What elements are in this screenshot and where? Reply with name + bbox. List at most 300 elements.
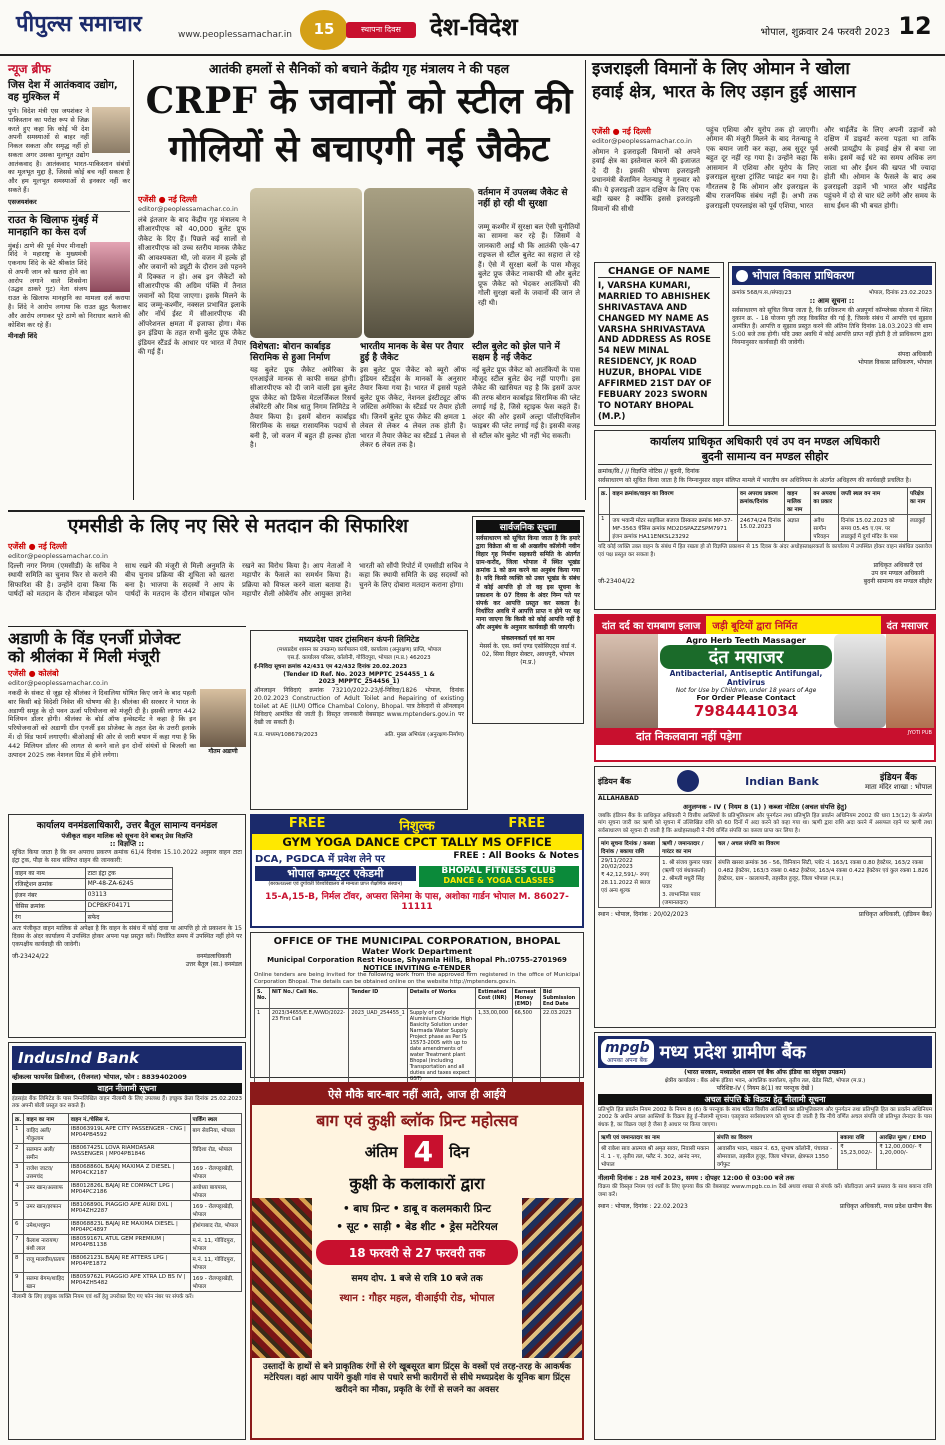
table-cell: म.नं. 11, गोविंदपुरा, भोपाल [190,1253,241,1272]
table-row [599,857,932,908]
indian-bank-body: जबकि इंडियन बैंक के प्राधिकृत अधिकारी ने वित्तीय आस्तियों के प्रतिभूतिकरण और पुनर्गठन तथा प्रतिभूति हित प्रवर्तन अधिनियम 2002 की धारा 13(12) के अंतर्गत मांग सूचना जारी कर ऋणी को सूचना में उल्लिखित राशि को 60 दिनों में अदा करने को कहा गया था। ऋणी द्वारा राशि अदा करने में असफल रहने पर ऋणी तथा सर्वसाधारण को सूचना दी जाती है कि अधोहस्ताक्षरी ने नीचे वर्णित संपत्ति का कब्जा प्राप्त कर लिया है। [598,813,932,834]
table-cell: MP-48-ZA-6245 [85,879,172,890]
table-cell: श्री राकेश साव आत्मज श्री अमृत सावर, निवासी मकान नं. 1 - ए, तृतीय तल, फ्लैट नं. 302, आनंद नगर, भोपाल [599,1143,715,1170]
table-cell: 2 [13,1143,24,1162]
jacket-photo-2 [364,188,474,338]
table-cell: सलमा बेगम/शाहिद खान [24,1272,68,1291]
divider [8,510,585,512]
free-word-1: FREE [288,816,326,831]
bda-sign: संपदा अधिकारी भोपाल विकास प्राधिकरण, भोपाल [858,351,932,367]
mpgb-annex: परिशिष्ट-IV ( नियम 8(1) का परन्तुक देखें ) [716,1085,814,1092]
dant-claims: Antibacterial, Antiseptic Antifungal, Antivirus [669,669,823,687]
dant-bottom: दांत निकलवाना नहीं पड़ेगा [636,730,742,743]
muni-nit: NOTICE INVITING e-TENDER [363,964,471,972]
dant-masajar-ad [594,614,936,762]
budni-note: यदि कोई व्यक्ति उक्त वाहन के संबंध में हित रखता हो तो विज्ञप्ति प्रकाशन से 15 दिवस के अंदर अधोहस्ताक्षरकर्ता के कार्यालय में उपस्थित होकर वाहन संबंधित दस्तावेज एवं पक्ष प्रस्तुत कर सकता है। [598,544,932,558]
table-header-cell: क्र. [13,1113,24,1124]
mppt-body: ऑनलाइन निविदाएं क्रमांक 73210/2022-23/ई-निविदा/1826 भोपाल, दिनांक 20.02.2023 Construction of Adult Toilet and Repairing of existing toilet at AE (ILM) Office Chambal Colony, Bhopal. पात्र ठेकेदारों से ऑनलाइन निविदाएं आमंत्रित की जाती हैं। विस्तृत जानकारी वेबसाइट www.mptenders.gov.in पर देखी जा सकती है। [254,687,464,727]
betul-code: जी-23424/22 [12,953,49,961]
table-cell: 22.03.2023 [540,1008,579,1083]
table-cell: ₹ 15,23,002/- [838,1143,877,1170]
table-cell: Supply of poly Aluminium Chloride High Basicity Solution under Narmada Water Supply Project phase as Per IS 15573-2005 with up to date amendments of water Treatment plant Bhopal (including Transportation and all duties and taxes expect GST) [407,1008,475,1083]
mpgb-auction: नीलामी दिनांक : 28 मार्च 2023, समय : दोपहर 12:00 से 03:00 बजे तक [598,1174,795,1183]
table-header-cell: मांग सूचना दिनांक / कब्जा दिनांक / बकाया राशि [599,838,660,857]
betul-sign: वनमंडलाधिकारी उत्तर बैतूल (सा.) वनमंडल [185,953,242,969]
product-jar [834,634,886,728]
table-cell: 2023_UAD_254455_1 [349,1008,407,1083]
table-row [13,1200,242,1219]
table-cell: सफेद [85,912,172,923]
municipal-tender [250,932,584,1082]
budni-title-2: बुदनी सामान्य वन मण्डल सीहोर [598,449,932,465]
anniversary-label: स्थापना दिवस [346,22,416,38]
table-header-cell: पार्किंग स्थल [190,1113,241,1124]
table-header-cell: वाहन का नाम [24,1113,68,1124]
dant-brand: दंत मसाजर [660,645,832,669]
page-number: 12 [898,12,932,40]
table-header-cell: Earnest Money (EMD) [512,987,540,1008]
table-cell: टाटा इंट्रा ट्रक [85,868,172,879]
mpgb-logo: mpgb [605,1040,650,1056]
table-header-cell: वाहन नं./चेसिस नं. [68,1113,190,1124]
table-cell: राजू मालवीय/प्रताप [24,1253,68,1272]
table-cell: ₹ 12,00,000/- ₹ 1,20,000/- [877,1143,932,1170]
bagh-dates: 18 फरवरी से 27 फरवरी तक [316,1240,518,1265]
table-cell: वाहिद अली/गोकुलाम [24,1124,68,1143]
bda-ref: क्रमांक 568/प.स./संपदा/23 [732,290,792,296]
crpf-col3-body: नई बुलेट प्रूफ जैकेट को आतंकियों के पास मौजूद स्टील बुलेट छेद नहीं पाएगी। इस जैकेट की खासियत यह है कि इसमें ऊपर की तरफ बोरान कार्बाइड सिरामिक की प्लेट लगाई गई है, जिसे स्ट्राइक फेस कहते हैं। अंदर की ओर इसमें अल्ट्रा पॉलीएथिलीन फाइबर की प्लेट लगाई गई है। इसकी वजह से स्टील कोर बुलेट भी नहीं भेद सकती। [472,365,580,440]
table-header-cell: वन अपराध प्रकरण क्रमांक/दिनांक [737,488,784,515]
change-of-name-title: CHANGE OF NAME [598,266,720,278]
bda-date: भोपाल, दिनांक 23.02.2023 [868,290,932,296]
table-header-cell: ऋणी / जमानतदार / गारंटर का नाम [660,838,716,857]
crpf-body: लंबे इंतजार के बाद केंद्रीय गृह मंत्रालय ने सीआरपीएफ को 40,000 बुलेट प्रूफ जैकेट के दिए हैं। पिछले कई सालों से सीआरपीएफ को उच्च स्तरीय मानक जैकेट की आवश्यकता थी, जो वजन में हल्के हों और जवानों को ड्यूटी के दौरान उसे पहनने में दिक्कत न हो। अब इन जैकेटों को सीआरपीएफ की अग्रिम पंक्ति में तैनात जवानों को दिया जाएगा। इसके मिलने के बाद जम्मू-कश्मीर, नक्सल प्रभावित इलाके और नॉर्थ ईस्ट में सीआरपीएफ की ऑपरेशनल क्षमता में इजाफा होगा। मेक इन इंडिया के तहत सभी बुलेट प्रूफ जैकेट इंडियन स्टैंडर्ड के आधार पर भारत में तैयार की गई हैं। [138,216,246,357]
table-header-cell: बकाया राशि [838,1132,877,1143]
table-cell: 1 [13,1124,24,1143]
table-cell: 66,500 [512,1008,540,1083]
table-cell: 24674/24 दिनांक 15.02.2023 [737,515,784,542]
table-cell: IB8068860L BAJAJ MAXIMA Z DIESEL | MP04CK2187 [68,1162,190,1181]
budni-sign: प्राधिकृत अधिकारी एवं उप वन मण्डल अधिकारी बुदनी सामान्य वन मण्डल सीहोर [863,561,932,585]
table-row [13,912,173,923]
elder-photo [596,634,658,728]
dant-brand-top: दंत मसाजर [886,621,928,632]
change-of-name-ad [594,262,724,426]
table-cell: वाहन का नाम [13,868,86,879]
table-header-cell: वाहन मालिक का नाम [784,488,810,515]
bagh-print-ad [250,1082,584,1440]
table-cell: 8 [13,1253,24,1272]
bagh-badge-pre: अंतिम [364,1142,398,1161]
news-brief [8,60,130,500]
table-cell: 7 [13,1234,24,1253]
bagh-title: बाग एवं कुक्षी ब्लॉक प्रिन्ट महोत्सव [316,1111,518,1130]
table-header-cell: NIT No./ Call No. [269,987,348,1008]
table-cell: 3 [13,1162,24,1181]
crpf-side-title: वर्तमान में उपलब्ध जैकेट से नहीं हो रही थी सुरक्षा [478,188,568,209]
table-row [13,1143,242,1162]
meenakshi-photo [90,242,130,292]
table-cell: उमर खान/अल्ताफ [24,1181,68,1200]
divider [585,60,586,500]
table-header-cell: क्र. [599,488,610,515]
table-header-cell: आरक्षित मूल्य / EMD [877,1132,932,1143]
crpf-col3-title: स्टील बुलेट को झेल पाने में सक्षम है नई जैकेट [472,342,560,363]
masthead-logo[interactable]: पीपुल्स समाचार [16,11,142,37]
bagh-badge-num: 4 [404,1135,443,1168]
academy-sub: (बरकतउल्ला एवं दुर्गावती विश्वविद्यालय से मान्यता प्राप्त शैक्षणिक संस्थान) [268,881,403,887]
dant-phone[interactable]: 7984441034 [693,702,799,720]
mppt-meta: ई-निविदा सूचना क्रमांक 42/431 एम 42/432 दिनांक 20.02.2023 [254,664,407,670]
table-header-cell: चल / अचल संपत्ति का विवरण [715,838,931,857]
table-cell: IB8059167L ATUL GEM PREMIUM | MP04PB1138 [68,1234,190,1253]
table-header-cell: वन अपराध का प्रकार [811,488,839,515]
mpgb-place: स्थान : भोपाल, दिनांक : 22.02.2023 [598,1203,688,1211]
mpgb-notice [594,1032,936,1440]
table-cell: लाडकुई [907,515,931,542]
table-cell: IB8063919L APE CITY PASSENGER - CNG | MP04PB4592 [68,1124,190,1143]
free-line-2b: FREE : All Books & Notes [453,851,579,861]
academy-address: 15-A,15-B, निर्मल टॉवर, अप्सरा सिनेमा के पास, अशोका गार्डन भोपाल M. 86027-11111 [265,892,569,912]
muni-intro: Online tenders are being invited for the following work from the approved firm registered in the office of Municipal Corporation Bhopal. The details can be obtained online on the website http://mptenders.gov.in. [254,972,580,986]
table-cell: 1 [599,515,610,542]
bagh-badge-post: दिन [449,1142,470,1161]
indian-bank-tag: ALLAHABAD [598,795,639,802]
adani-photo [200,689,246,747]
table-cell: IB8059762L PIAGGIO APE XTRA LD BS IV | MP04ZH5482 [68,1272,190,1291]
bagh-items-1: • बाघ प्रिन्ट • डाबू व कलमकारी प्रिन्ट [343,1203,491,1215]
table-cell: संपत्ति खसरा क्रमांक 36 - 56, विनियान सिटी, प्लॉट नं. 163/1 रकबा 0.80 हेक्टेयर, 163/2 रकबा 0.482 हेक्टेयर, 163/3 रकबा 0.482 हेक्टेयर, 163/4 रकबा 0.422 हेक्टेयर एवं कुल रकबा 1.826 हेक्टेयर, ग्राम - कालापानी, तहसील हुजूर, जिला भोपाल (म.प्र.) [715,857,931,908]
masthead [0,0,945,56]
indusind-auction [8,1042,246,1440]
news-brief-heading: न्यूज ब्रीफ [8,62,51,76]
budni-title-1: कार्यालय प्राधिकृत अधिकारी एवं उप वन मण्डल अधिकारी [650,435,880,448]
table-cell: राजेश जाटव/उत्तमचंद [24,1162,68,1181]
indusind-table [12,1113,242,1292]
oman-headline-1[interactable]: इजराइली विमानों के लिए ओमान ने खोला [592,59,850,79]
club-name: BHOPAL FITNESS CLUB [441,866,557,876]
table-row [13,890,173,901]
club-sub: DANCE & YOGA CLASSES [443,876,555,885]
table-cell: जय भवानी मोटर साइकिल बजाज डिस्कवर क्रमांक MP-37-MF-3563 चेसिस क्रमांक MD2DSPAZZSPM7971 इंजन क्रमांक HA11ENKSL23292 [610,515,738,542]
mpgb-name: मध्य प्रदेश ग्रामीण बैंक [659,1042,806,1063]
indian-bank-hindi-2: इंडियन बैंक [879,773,917,783]
table-row [255,1008,580,1083]
table-cell: IB8067425L LOVA RIAMDASAR PASSENGER | MP04PB1846 [68,1143,190,1162]
table-cell: इंजन नंबर [13,890,86,901]
mppt-addr: एस.ई. कार्यालय परिसर, कॉलोनी, गोविंदपुरा, भोपाल (म.प्र.) 462023 [287,655,431,661]
budni-ref: क्रमांक/वि./ // विज्ञप्ति नोटिस // बुदनी, दिनांक [598,468,700,475]
table-cell: IB8068823L BAJAJ RE MAXIMA DIESEL | MP04PC4897 [68,1219,190,1234]
table-row [13,868,173,879]
table-cell: IB8106890L PIAGGIO APE AURI DXL | MP04ZH2287 [68,1200,190,1219]
adani-headline-2[interactable]: को श्रीलंका में मिली मंजूरी [8,646,160,666]
dant-credit: JYOTI PUB [907,730,932,736]
mpgb-terms: विक्रय की विस्तृत नियम एवं शर्तों के लिए कृपया बैंक की वेबसाइट www.mpgb.co.in देखें अथवा शाखा से संपर्क करें। बोलीदाता अपने प्रस्ताव के साथ बयाना राशि जमा करें। [598,1184,932,1198]
table-cell: कैलाश नारायण/बंशी लाल [24,1234,68,1253]
table-row [599,515,932,542]
mpgb-sign: प्राधिकृत अधिकारी, मध्य प्रदेश ग्रामीण बैंक [839,1203,932,1211]
table-cell: 9 [13,1272,24,1291]
mpgb-sub1: (भारत सरकार, मध्यप्रदेश शासन एवं बैंक ऑफ इंडिया का संयुक्त उपक्रम) [684,1069,846,1076]
computer-academy-ad [250,814,584,928]
mppt-sub: (मध्यप्रदेश शासन का उपक्रम) कार्यपालन यंत्री, कार्यालय (अनुरक्षण) प्राप्ति, भोपाल [276,647,442,653]
table-header-cell: जप्ती स्थल वन नाम [838,488,907,515]
brief-caption-2: मीनाक्षी शिंदे [8,332,38,341]
crpf-headline-2[interactable]: गोलियों से बचाएगी नई जैकेट [168,128,550,170]
table-header-cell: Tender ID [349,987,407,1008]
budni-notice [594,430,936,610]
free-line-1: GYM YOGA DANCE CPCT TALLY MS OFFICE [252,834,582,850]
academy-name: भोपाल कम्प्यूटर एकेडमी [255,866,416,881]
bagh-time: समय दोप. 1 बजे से रात्रि 10 बजे तक [351,1274,483,1284]
dant-warn: Not for Use by Children, under 18 years of Age [675,687,817,694]
table-header-cell: ऋणी एवं जमानतदार का नाम [599,1132,715,1143]
table-cell: अज्ञात [784,515,810,542]
public-notice-body: सर्वसाधारण को सूचित किया जाता है कि हमारे द्वारा विक्रेता श्री वा श्री अखलीय कॉलोनी नवीन विहार गृह निर्माण सहकारी समिति के अंतर्गत ग्राम-करोंद, जिला भोपाल में स्थित भूखंड क्रमांक 1 को क्रय करने का अनुबंध किया गया है। यदि किसी व्यक्ति को उक्त भूखंड के संबंध में कोई आपत्ति हो तो वह इस सूचना के प्रकाशन के 07 दिवस के अंदर निम्न पते पर संपर्क कर आपत्ति प्रस्तुत कर सकता है। निर्धारित अवधि में आपत्ति प्राप्त न होने पर यह माना जाएगा कि किसी को कोई आपत्ति नहीं है और अनुबंध के अनुसार कार्यवाही की जाएगी। [476,535,580,632]
anniversary-badge: 15 [300,10,348,50]
change-of-name-body: I, VARSHA KUMARI, MARRIED TO ABHISHEK SHRIVASTAVA AND CHANGED MY NAME AS VARSHA SHRIVASTAVA AND ADDRESS AS ROSE 54 NEW MINAL RESIDENCY, JK ROAD HUZUR, BHOPAL VIDE AFFIRMED 21ST DAY OF FEBUARY 2023 SWORN TO NOTARY BHOPAL (M.P.) [598,281,712,422]
betul-sub2: :: विज्ञप्ति :: [109,840,145,848]
table-cell: दिनांक 15.02.2023 को समय 05.45 ए.एम. पर लाडकुई में दुर्गा मंदिर के पास [838,515,907,542]
betul-forest-notice [8,814,246,1038]
mpgb-body: प्रतिभूति हित प्रवर्तन नियम 2002 के नियम 8 (6) के परन्तुक के साथ पठित वित्तीय आस्तियों का प्रतिभूतिकरण और पुनर्गठन तथा प्रतिभूति हित का प्रवर्तन अधिनियम 2002 के अधीन अचल आस्तियों के विक्रय हेतु ई-नीलामी सूचना। एतद्द्वारा सर्वसाधारण को सूचना दी जाती है कि नीचे वर्णित अचल संपत्ति जो प्रतिभूत लेनदार के पास बंधक है, का विक्रय जहां है जैसा है आधार पर किया जाएगा। [598,1107,932,1128]
public-notice-contact: संकलनकर्ता एवं का नाम [501,635,555,643]
table-cell: अवैध सागौन परिवहन [811,515,839,542]
indian-bank-name: Indian Bank [745,774,819,788]
crpf-byline-text: एजेंसी ● नई दिल्ली [138,195,197,204]
bagh-top: ऐसे मौके बार-बार नहीं आते, आज ही आईये [252,1084,582,1105]
jacket-photo-1 [250,188,362,338]
mppt-ref: (Tender ID Ref. No. 2023_MPPTC_254455_1 & 2023_MPPTC_254456_1) [283,671,435,685]
oman-body-1: ओमान ने इजराइली विमानों को अपने हवाई क्षेत्र का इस्तेमाल करने की इजाजत दे दी है। इसकी घोषणा इजराइली प्रधानमंत्री बेंजामिन नेतन्याहू ने गुरुवार को की। ये इजराइली उड़ान दक्षिण के लिए एक बड़ी खबर है क्योंकि इससे इजराइली विमानों की सीधी [592,148,700,213]
brief-title-2[interactable]: राउत के खिलाफ मुंबई में मानहानि का केस दर्ज [8,211,130,239]
mpgb-logo-sub: आपका अपना बैंक [607,1057,648,1064]
crpf-side-body: जम्मू कश्मीर में सुरक्षा बल ऐसी चुनौतियों का सामना कर रहे हैं। जिसमें वे जानकारी आई थी कि आतंकी एके-47 राइफल से स्टील बुलेट का सहारा ले रहे हैं। ऐसे में सुरक्षा बलों के पास मौजूद बुलेट प्रूफ जैकेट नाकाफी थी और बुलेट प्रूफ जैकेट को भेदकर आतंकियों की गोली सुरक्षा बलों के जवानों की जान ले रही थी। [478,223,580,307]
muni-title: OFFICE OF THE MUNICIPAL CORPORATION, BHOPAL [273,936,561,947]
mppt-sign: अति. मुख्य अभियंता (अनुरक्षण-निर्माण) [384,732,464,739]
table-header-cell: Details of Works [407,987,475,1008]
table-row [13,1181,242,1200]
adani-body: नकदी के संकट से जूझ रहे श्रीलंका ने दिवालिया घोषित किए जाने के बाद पहली बार किसी बड़े विदेशी निवेश की घोषणा की है। श्रीलंका की सरकार ने भारत के अडाणी समूह के दो पवन ऊर्जा परियोजना को मंजूरी दी है। इसकी लागत 442 मिलियन डॉलर होगी। श्रीलंका के बोर्ड ऑफ इन्वेस्टमेंट ने कहा है कि इन परियोजनाओं को अडाणी ग्रीन एनर्जी इस प्रोजेक्ट के तहत देश के उत्तरी इलाके में। दो विंड फार्म लगाएगी। बीओआई की ओर से जारी बयान में कहा गया है कि 442 मिलियन डॉलर की लागत से बनने वाले इन दोनों संयंत्रों से बिजली का उत्पादन 2025 तक नेशनल ग्रिड में होने लगेगा। [8,689,196,759]
table-cell: IB8062123L BAJAJ RE ATTERS LPG | MP04PE1872 [68,1253,190,1272]
fabric-photo-right [522,1198,582,1358]
indusind-notice: वाहन नीलामी सूचना [12,1083,242,1094]
mcd-byline: एजेंसी ● नई दिल्ली [8,541,67,551]
budni-intro: सर्वसाधारण को सूचित किया जाता है कि निम्नानुसार वाहन संलिप्त मामले में भारतीय वन अधिनियम के अंतर्गत अधिहरण की कार्यवाही प्रचलित है। [598,477,912,484]
bda-body: सर्वसाधारण को सूचित किया जाता है, कि प्राधिकरण की अन्नपूर्णा कॉम्प्लेक्स योजना में स्थित दुकान क्र. - 18 योजना पूरी तरह विकसित की गई है, जिसके संबंध में आपत्ति एवं सुझाव आमंत्रित हैं। आपत्ति व सुझाव प्रस्तुत करने की अंतिम तिथि दिनांक 18.03.2023 की शाम 5:00 बजे तक होगी। यदि उक्त अवधि में कोई आपत्ति प्राप्त नहीं होती है तो प्राधिकरण द्वारा नियमानुसार कार्यवाही की जावेगी। [732,307,932,347]
table-cell: 1 [255,1008,270,1083]
indian-bank-logo-icon [677,770,699,792]
table-cell: 1,33,00,000 [475,1008,512,1083]
indusind-foot: नीलामी के लिए इच्छुक व्यक्ति नियम एवं शर्तें हेतु उपरोक्त दिए गए फोन नंबर पर संपर्क करें। [12,1293,194,1300]
table-cell: विदिशा रोड, भोपाल [190,1143,241,1162]
indian-bank-hindi: इंडियन बैंक [598,776,631,786]
table-cell: उमर खान/इरफान [24,1200,68,1219]
bda-sub: :: आम सूचना :: [809,297,855,305]
muni-sub1: Water Work Department [361,947,473,956]
table-cell: 6 [13,1219,24,1234]
bagh-items-2: • सूट • साड़ी • बेड शीट • ड्रेस मटेरियल [336,1221,498,1233]
mppt-org: मध्यप्रदेश पावर ट्रांसमिशन कंपनी लिमिटेड [298,635,420,644]
brief-body-2: मुंबई। ठाणे की पूर्व मेयर मीनाक्षी शिंदे ने महाराष्ट्र के मुख्यमंत्री एकनाथ शिंदे के बेटे श्रीकांत शिंदे से अपनी जान को खतरा होने का आरोप लगाने वाले शिवसेना (उद्धव ठाकरे गुट) नेता संजय राउत के खिलाफ मानहानि का मामला दर्ज कराया है। शिंदे ने आरोप लगाया कि राउत झूठ फैलाकर और आरोप लगाकर पूरे ठाणे को निराधार बताने की कोशिश कर रहे हैं। [8,241,130,329]
crpf-col2-title: भारतीय मानक के बेस पर तैयार हुई है जैकेट [360,342,464,363]
mcd-headline[interactable]: एमसीडी के लिए नए सिरे से मतदान की सिफारिश [67,515,409,537]
crpf-kicker: आतंकी हमलों से सैनिकों को बचाने केंद्रीय गृह मंत्रालय ने की पहल [208,61,510,76]
table-cell: 1. श्री संजय कुमार पवार (ऋणी एवं बंधककर्ता) 2. श्रीमती मधुरी सिंह पवार 3. लाभान्वित पवार (जमानतदार) [660,857,716,908]
free-line-2a: DCA, PGDCA में प्रवेश लेने पर [255,854,385,865]
indian-bank-sign: प्राधिकृत अधिकारी, (इंडियन बैंक) [858,911,932,919]
crpf-col-2 [360,342,466,502]
oman-email: editor@peoplessamachar.co.in [592,137,692,145]
indian-bank-annex: अनुलग्नक - IV ( नियम 8 (1) ) कब्जा नोटिस (अचल संपत्ति हेतु) [683,803,847,811]
table-row [13,901,173,912]
table-header-cell: Estimated Cost (INR) [475,987,512,1008]
bagh-venue: स्थान : गौहर महल, वीआईपी रोड, भोपाल [339,1293,495,1304]
table-row [13,1162,242,1181]
public-notice [472,516,584,724]
indian-bank-table [598,837,932,908]
table-cell: म.नं. 11, गोविंदपुरा, भोपाल [190,1234,241,1253]
table-header-cell: Bid Submission End Date [540,987,579,1008]
jaishankar-photo [92,107,130,153]
muni-table [254,987,580,1084]
table-cell: रंग [13,912,86,923]
fabric-photo-left [252,1198,312,1358]
adani-caption: गौतम अडाणी [208,748,238,756]
oman-body-3: और थाईलैंड के लिए अपनी उड़ानों को दक्षिण में डाइवर्ट करना पड़ता था ताकि अरबी प्रायद्वीप के हवाई क्षेत्र से बचा जा सके। इसमें कई घंटे का समय अधिक लग जाता था और ईंधन की खपत भी ज्यादा होती थी। ओमान के फैसले के बाद अब इजराइली उड़ानें भी भारत और थाईलैंड पहुंचने में दो से चार घंटे लगेंगे और समय के साथ ईंधन की भी बचत होगी। [824,126,936,210]
free-word-2: निशुल्क [399,819,435,834]
table-cell: अयोध्या बायपास, भोपाल [190,1181,241,1200]
table-cell: 29/11/2022 20/02/2023 ₹ 42,12,591/- रुपए 28.11.2022 से ब्याज एवं अन्य शुल्क [599,857,660,908]
bda-title: भोपाल विकास प्राधिकरण [752,269,855,282]
table-cell: 03113 [85,890,172,901]
muni-sub2: Municipal Corporation Rest House, Shyamla Hills, Bhopal Ph.:0755-2701969 [267,956,567,964]
table-header-cell: वाहन क्रमांक/वाहन का विवरण [610,488,738,515]
oman-body-2: पहुंच एशिया और यूरोप तक हो जाएगी। ओमान की मंजूरी मिलने के बाद नेतन्याहू ने एक बयान जारी कर कहा, अब सुदूर पूर्व बहुत दूर नहीं रह गया है। उन्होंने कहा कि आसमान में एशिया और यूरोप के लिए इजराइल सुरक्षा ट्रांजिट प्वाइंट बन गया है। गौरतलब है कि ओमान और इजराइल के बीच राजनयिक संबंध नहीं हैं। अभी तक इजराइली एयरलाइंस को पूर्व एशिया, भारत [706,126,818,210]
table-row [13,1234,242,1253]
woman-photo [886,634,934,728]
table-row [13,1253,242,1272]
crpf-col1-body: यह बुलेट प्रूफ जैकेट अमेरिका के एनआईजे मानक से काफी सख्त होगी। सीआरपीएफ को दी जाने वाली इस बुलेट प्रूफ जैकेट को डिफेंस मेटलर्जिकल रिसर्च लेबोरेटरी और मिश्र धातु निगम लिमिटेड ने तैयार किया है। इसमें बोरान कार्बाइड सिरामिक के सख्त रासायनिक पदार्थ से बनी है, जो वजन में बहुत ही हल्का होता है। [250,365,356,450]
table-cell: उमेश/शत्रुघ्न [24,1219,68,1234]
oman-col-1 [592,126,700,261]
divider [8,626,246,627]
section-title: देश-विदेश [430,12,518,41]
public-notice-title: सार्वजनिक सूचना [476,520,580,533]
table-cell: रजिस्ट्रेशन क्रमांक [13,879,86,890]
brief-body-1: पुणे। विदेश मंत्री एस जयशंकर ने पाकिस्तान का परोक्ष रूप से जिक्र करते हुए कहा कि कोई भी देश अपनी समस्याओं से बाहर नहीं निकल सकता और समृद्ध नहीं हो सकता अगर उसका मूलभूत उद्योग आतंकवाद है। आतंकवाद भारत-पाकिस्तान संबंधों का मूलभूत मुद्दा है, जिससे कोई बच नहीं सकता है और हम मूलभूत समस्याओं से इनकार नहीं कर सकते हैं। [8,107,130,194]
indian-bank-branch: माता मंदिर शाखा : भोपाल [864,783,932,791]
table-cell: IB8012826L BAJAJ RE COMPACT LPG | MP04PC2186 [68,1181,190,1200]
oman-headline-2[interactable]: हवाई क्षेत्र, भारत के लिए उड़ान हुई आसान [592,81,856,102]
table-cell: 5 [13,1200,24,1219]
mpgb-title: अचल संपत्ति के विक्रय हेतु नीलामी सूचना [598,1094,932,1105]
bda-notice [728,262,936,426]
betul-sub: पंजीकृत वाहन मालिक को सूचना देने बाबत् प्रेस विज्ञप्ति [61,832,193,840]
bagh-sub: कुक्षी के कलाकारों द्वारा [349,1174,485,1193]
mppt-tender [250,630,468,810]
masthead-website[interactable]: www.peoplessamachar.in [178,30,292,40]
crpf-email: editor@peoplessamachar.co.in [138,205,238,213]
table-header-cell: परिक्षेत्र का नाम [907,488,931,515]
crpf-story [138,60,580,510]
table-row [13,1124,242,1143]
table-row [13,879,173,890]
adani-story [8,630,246,810]
crpf-headline-1[interactable]: CRPF के जवानों को स्टील की [145,80,573,122]
indian-bank-notice [594,766,936,1028]
crpf-byline [138,194,246,216]
betul-title: कार्यालय वनमंडलाधिकारी, उत्तर बैतूल सामान्य वनमंडल [36,821,218,831]
dant-order: For Order Please Contact [696,694,796,702]
adani-byline: एजेंसी ● कोलंबो [8,669,59,679]
budni-code: जी-23404/22 [598,577,635,585]
table-cell: 169 - रोलपट्टाखेड़ी, भोपाल [190,1272,241,1291]
budni-table [598,487,932,542]
mcd-email: editor@peoplessamachar.co.in [8,551,108,560]
oman-story [592,60,937,260]
indusind-intro: इंडसइंड बैंक लिमिटेड के पास निम्नलिखित वाहन नीलामी के लिए उपलब्ध हैं। इच्छुक क्रेता दिनांक 25.02.2023 तक अपनी बोली प्रस्तुत कर सकते हैं। [12,1096,242,1110]
adani-email: editor@peoplessamachar.co.in [8,679,108,688]
adani-headline-1[interactable]: अडाणी के विंड एनर्जी प्रोजेक्ट [8,629,181,648]
dant-top-b: जड़ी बूटियों द्वारा निर्मित [706,616,880,634]
table-cell: आवासीय भवन, मकान नं. 63, सुभाष कॉलोनी, पंचायत - सोमरवाल, तहसील हुजूर, जिला भोपाल, क्षेत्रफल 1350 वर्गफुट [714,1143,837,1170]
dant-tag: Agro Herb Teeth Massager [686,636,806,645]
free-word-3: FREE [508,816,546,831]
betul-note: अतः पंजीकृत वाहन मालिक से अपेक्षा है कि वाहन के संबंध में कोई दावा या आपत्ति हो तो प्रकाशन के 15 दिवस के अंदर कार्यालय में उपस्थित होकर अपना पक्ष प्रस्तुत करें। निर्धारित समय में उपस्थित नहीं होने पर एकपक्षीय कार्यवाही की जावेगी। [12,925,242,949]
oman-byline: एजेंसी ● नई दिल्ली [592,127,651,136]
public-notice-addr: मेसर्स के. एस. वर्मा एण्ड एसोसिएट्स वार्ड नं. 02, सिया विहार सेक्टर, अवधपुरी, भोपाल (म.प्र.) [479,643,577,667]
indusind-name: IndusInd Bank [12,1046,242,1070]
divider [133,60,134,500]
table-row [13,1219,242,1234]
table-cell: बाग सेवनिया, भोपाल [190,1124,241,1143]
table-cell: चेसिस क्रमांक [13,901,86,912]
dant-top-a: दांत दर्द का रामबाण इलाज [602,621,701,632]
table-header-cell: संपत्ति का विवरण [714,1132,837,1143]
table-cell: होशंगाबाद रोड, भोपाल [190,1219,241,1234]
crpf-col1-title: विशेषता: बोरान कार्बाइड सिरामिक से हुआ निर्माण [250,342,331,363]
table-cell: 4 [13,1181,24,1200]
brief-caption-1: एसजयशंकर [8,197,37,206]
dateline: भोपाल, शुक्रवार 24 फरवरी 2023 [760,27,890,38]
table-cell: 169 - रोलपट्टाखेड़ी, भोपाल [190,1200,241,1219]
betul-fields [12,867,173,923]
bagh-foot: उस्तादों के हाथों से बने प्राकृतिक रंगों से रंगे खूबसूरत बाग प्रिंट्स के वस्त्रों एवं तरह-तरह के आकर्षक मटेरियल। वहां आप पायेंगे कुक्षी गांव से पधारे सभी कारीगरों से सीधे मध्यप्रदेश के यूनिक बाग प्रिंट्स खरीदने का मौका, प्रकृति के रंगों से सजने का अवसर [263,1362,571,1395]
table-cell: 2023/34655/E.E./WWD/2022-23 First Call [269,1008,348,1083]
table-header-cell: S. No. [255,987,270,1008]
table-cell: 169 - रोलपट्टाखेड़ी, भोपाल [190,1162,241,1181]
crpf-col2-body: इस बुलेट प्रूफ जैकेट को ब्यूरो ऑफ इंडियन स्टैंडर्ड्स के मानकों के अनुसार तैयार किया गया है। भारत में इससे पहले बुलेट प्रूफ जैकेट, नेशनल इंस्टीट्यूट ऑफ जस्टिस अमेरिका के स्टैंडर्ड पर तैयार होती थी। जिनमें बुलेट प्रूफ जैकेट की क्षमता 1 लेवल से लेकर 4 लेवल तक होती है। भारत में तैयार जैकेट का स्टैंडर्ड 1 लेवल से लेकर 6 लेवल तक है। [360,365,466,450]
brief-title-1[interactable]: जिस देश में आतंकवाद उद्योग, वह मुश्किल में [8,80,118,103]
betul-body: सूचित किया जाता है कि वन अपराध प्रकरण क्रमांक 61/4 दिनांक 15.10.2022 अनुसार वाहन टाटा इंट्रा ट्रक, पौड़ा के साथ संलिप्त वाहन की जानकारी: [12,849,242,865]
mcd-body: दिल्ली नगर निगम (एमसीडी) के सचिव ने स्थायी समिति का चुनाव फिर से कराने की सिफारिश की है। उन्होंने दावा किया कि पार्षदों को मतदान के दौरान मोबाइल फोन साथ रखने की मंजूरी से मिली अनुमति के बीच चुनाव प्रक्रिया की शुचिता को खतरा बना है। भाजपा के सदस्यों ने आप के पार्षदों के मतदान के दौरान मोबाइल फोन रखने का विरोध किया है। आप नेताओं ने महापौर के फैसले का समर्थन किया है। प्रक्रिया को विफल करने वाला बताया है। महापौर शैली ओबेरॉय और आयुक्त ज्ञानेश भारती को सौंपी रिपोर्ट में एमसीडी सचिव ने कहा कि स्थायी समिति के छह सदस्यों को चुनने के लिए दोबारा मतदान कराना होगा। [8,561,468,599]
crpf-col-1 [250,342,356,502]
table-row [13,1272,242,1291]
bda-logo-icon [736,270,748,282]
indian-bank-place: स्थान : भोपाल, दिनांक : 20/02/2023 [598,911,689,919]
table-cell: DCPBKF04171 [85,901,172,912]
mppt-code: म.प्र. माध्यम/108679/2023 [254,732,318,739]
table-cell: सलमान अली/समीन [24,1143,68,1162]
mpgb-table [598,1131,932,1170]
crpf-col-3 [472,342,580,502]
mcd-story [8,516,468,626]
mpgb-sub2: क्षेत्रीय कार्यालय : बैंक ऑफ इंडिया भवन, आंचलिक कार्यालय, तृतीय तल, ग्रेडेड सिटी, भोपाल (म.प्र.) [664,1078,866,1084]
indusind-sub: व्हीकल्स फायनेंस डिवीजन, (रीजनल) भोपाल, फोन : 8839402009 [12,1073,187,1081]
table-row [599,1143,932,1170]
